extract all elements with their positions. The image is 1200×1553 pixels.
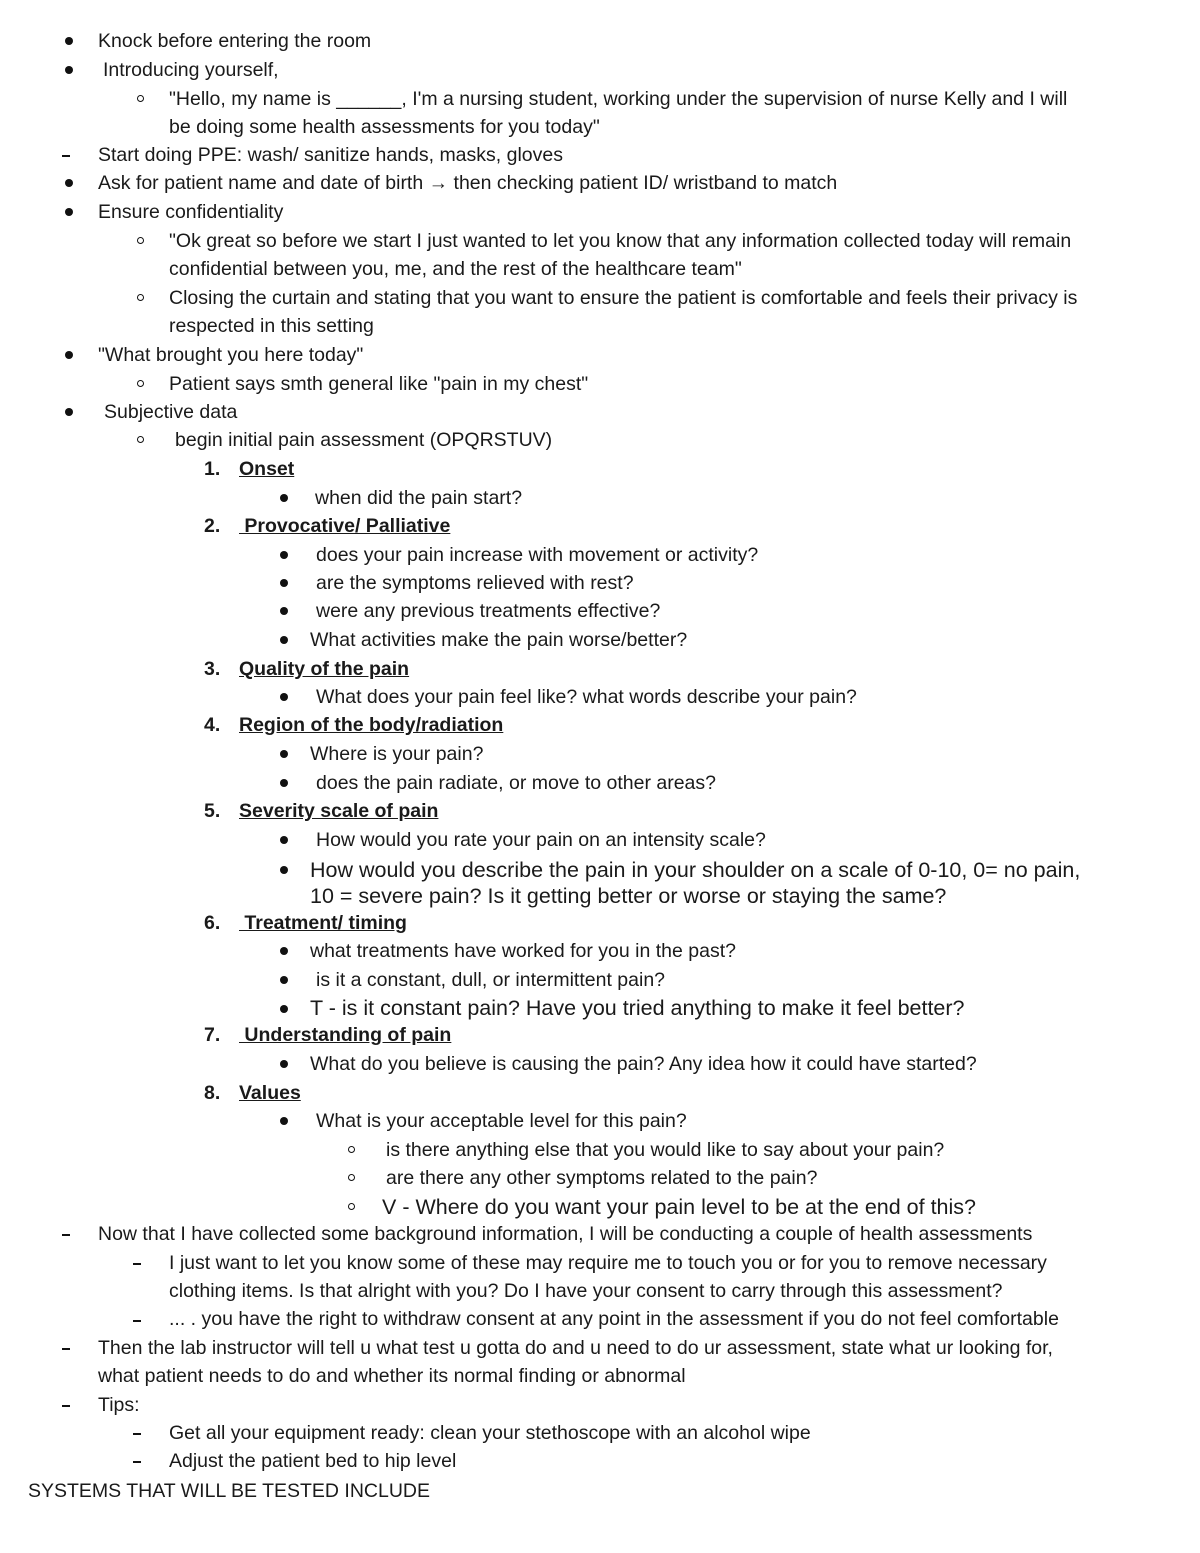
list-item: Tips: [98, 1394, 140, 1416]
bullet-icon [280, 947, 288, 955]
bullet-icon [280, 836, 288, 844]
list-item: Start doing PPE: wash/ sanitize hands, masks, gloves [98, 144, 563, 166]
list-item: Where is your pain? [310, 743, 484, 765]
dash-icon [62, 1348, 70, 1350]
list-item: What is your acceptable level for this pain? [316, 1110, 687, 1132]
section-heading: Treatment/ timing [239, 912, 407, 934]
list-item: Then the lab instructor will tell u what test u gotta do and u need to do ur assessment, state what ur looking for, [98, 1337, 1053, 1359]
list-item-continuation: what patient needs to do and whether its normal finding or abnormal [98, 1365, 686, 1387]
list-item: What activities make the pain worse/better? [310, 629, 688, 651]
bullet-icon [280, 1060, 288, 1068]
list-item-continuation: 10 = severe pain? Is it getting better or worse or staying the same? [310, 884, 947, 908]
list-item: Adjust the patient bed to hip level [169, 1450, 457, 1472]
list-item: How would you rate your pain on an intensity scale? [316, 829, 766, 851]
section-title: SYSTEMS THAT WILL BE TESTED INCLUDE [28, 1480, 431, 1502]
list-item: "Hello, my name is ______, I'm a nursing student, working under the supervision of nurse Kelly and I will [169, 88, 1068, 110]
list-item: Now that I have collected some background information, I will be conducting a couple of health assessments [98, 1223, 1033, 1245]
list-item: are the symptoms relieved with rest? [316, 572, 634, 594]
list-item: What does your pain feel like? what words describe your pain? [316, 686, 857, 708]
list-number: 8. [204, 1082, 221, 1104]
section-heading: Understanding of pain [239, 1024, 452, 1046]
list-item: Get all your equipment ready: clean your stethoscope with an alcohol wipe [169, 1422, 811, 1444]
hollow-bullet-icon [137, 436, 144, 443]
bullet-icon [65, 408, 73, 416]
section-heading: Severity scale of pain [239, 800, 439, 822]
section-heading: Quality of the pain [239, 658, 410, 680]
dash-icon [62, 1234, 70, 1236]
list-item: begin initial pain assessment (OPQRSTUV) [175, 429, 553, 451]
bullet-icon [65, 66, 73, 74]
list-number: 6. [204, 912, 221, 934]
section-heading: Onset [239, 458, 295, 480]
list-item: "Ok great so before we start I just wanted to let you know that any information collected today will remain [169, 230, 1072, 252]
list-item: How would you describe the pain in your shoulder on a scale of 0-10, 0= no pain, [310, 858, 1081, 882]
bullet-icon [65, 351, 73, 359]
list-item: I just want to let you know some of these may require me to touch you or for you to remove necessary [169, 1252, 1047, 1274]
bullet-icon [280, 750, 288, 758]
list-item-continuation: confidential between you, me, and the rest of the healthcare team" [169, 258, 742, 280]
dash-icon [62, 155, 70, 157]
list-item: Ask for patient name and date of birth → then checking patient ID/ wristband to match [98, 172, 838, 194]
list-item: are there any other symptoms related to the pain? [386, 1167, 818, 1189]
section-heading: Provocative/ Palliative [239, 515, 451, 537]
bullet-icon [280, 579, 288, 587]
bullet-icon [65, 179, 73, 187]
list-item: were any previous treatments effective? [316, 600, 661, 622]
hollow-bullet-icon [348, 1146, 355, 1153]
list-number: 2. [204, 515, 221, 537]
list-item: when did the pain start? [315, 487, 523, 509]
hollow-bullet-icon [137, 95, 144, 102]
dash-icon [133, 1433, 141, 1435]
bullet-icon [280, 779, 288, 787]
list-item: Introducing yourself, [103, 59, 279, 81]
bullet-icon [65, 37, 73, 45]
list-item: ... . you have the right to withdraw consent at any point in the assessment if you do not feel comfortable [169, 1308, 1059, 1330]
list-item: Closing the curtain and stating that you want to ensure the patient is comfortable and feels their privacy is [169, 287, 1078, 309]
section-heading: Values [239, 1082, 301, 1104]
list-item: V - Where do you want your pain level to be at the end of this? [382, 1195, 976, 1219]
list-item: What do you believe is causing the pain? Any idea how it could have started? [310, 1053, 977, 1075]
list-item-continuation: clothing items. Is that alright with you? Do I have your consent to carry through this assessment? [169, 1280, 1003, 1302]
list-number: 3. [204, 658, 221, 680]
dash-icon [133, 1263, 141, 1265]
bullet-icon [280, 494, 288, 502]
hollow-bullet-icon [348, 1203, 355, 1210]
bullet-icon [280, 636, 288, 644]
list-item: Subjective data [104, 401, 238, 423]
list-number: 5. [204, 800, 221, 822]
list-number: 7. [204, 1024, 221, 1046]
hollow-bullet-icon [137, 237, 144, 244]
list-item: does the pain radiate, or move to other areas? [316, 772, 716, 794]
hollow-bullet-icon [137, 294, 144, 301]
bullet-icon [280, 551, 288, 559]
bullet-icon [65, 208, 73, 216]
bullet-icon [280, 976, 288, 984]
list-item: Ensure confidentiality [98, 201, 284, 223]
list-item: what treatments have worked for you in the past? [310, 940, 736, 962]
list-number: 1. [204, 458, 221, 480]
section-heading: Region of the body/radiation [239, 714, 504, 736]
list-item-continuation: be doing some health assessments for you today" [169, 116, 600, 138]
bullet-icon [280, 1117, 288, 1125]
hollow-bullet-icon [348, 1174, 355, 1181]
bullet-icon [280, 693, 288, 701]
list-item: Knock before entering the room [98, 30, 372, 52]
list-number: 4. [204, 714, 221, 736]
list-item: is there anything else that you would like to say about your pain? [386, 1139, 945, 1161]
list-item: is it a constant, dull, or intermittent pain? [316, 969, 666, 991]
bullet-icon [280, 1005, 288, 1013]
bullet-icon [280, 866, 288, 874]
dash-icon [133, 1461, 141, 1463]
list-item: "What brought you here today" [98, 344, 364, 366]
list-item: does your pain increase with movement or activity? [316, 544, 759, 566]
hollow-bullet-icon [137, 380, 144, 387]
list-item: T - is it constant pain? Have you tried anything to make it feel better? [310, 996, 965, 1020]
bullet-icon [280, 607, 288, 615]
dash-icon [133, 1320, 141, 1322]
dash-icon [62, 1405, 70, 1407]
list-item-continuation: respected in this setting [169, 315, 374, 337]
list-item: Patient says smth general like "pain in my chest" [169, 373, 589, 395]
